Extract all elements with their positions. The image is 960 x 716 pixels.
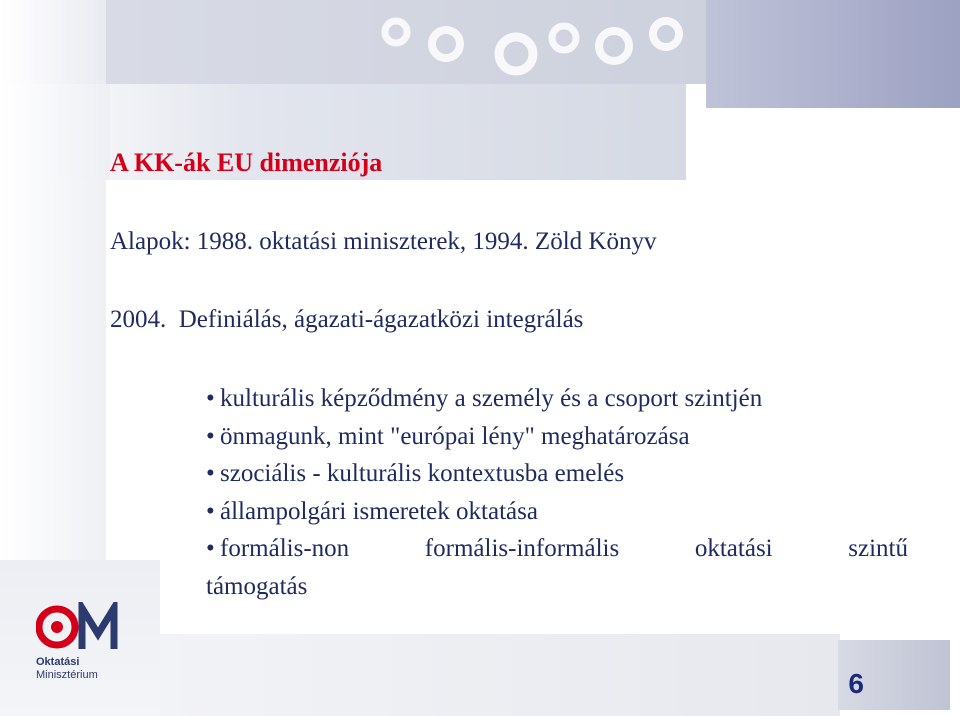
bullet-text: szociális - kulturális kontextusba emelés	[220, 460, 625, 487]
intro-line-2	[110, 306, 583, 334]
decor-band-top-right	[706, 0, 960, 108]
om-logo-mark	[36, 602, 126, 652]
page-number: 6	[848, 668, 864, 699]
bullet-item	[206, 380, 908, 418]
bullet-mark: •	[206, 497, 215, 525]
decor-band-bottom	[160, 634, 840, 716]
bullet-continuation: támogatás	[206, 572, 308, 600]
logo-line-1: Oktatási	[36, 656, 80, 668]
logo-line-2: Minisztérium	[36, 669, 98, 681]
bullet-item	[206, 455, 908, 493]
bullet-item	[206, 493, 908, 531]
page-number-box	[838, 640, 950, 710]
bullet-text: önmagunk, mint "európai lény" meghatározása	[220, 422, 690, 450]
decor-band-middle-left	[0, 84, 110, 180]
decor-band-top-left	[0, 0, 106, 84]
bullet-text: formális-non formális-informális oktatási szintű	[220, 535, 908, 562]
logo-text	[36, 656, 136, 682]
bullet-mark: •	[206, 535, 215, 562]
bullet-item	[206, 530, 908, 568]
bullet-text: kulturális képződmény a személy és a csoport szintjén	[220, 385, 763, 412]
bullet-mark: •	[206, 385, 215, 412]
bullet-mark: •	[206, 422, 215, 450]
decorative-circles	[370, 6, 700, 84]
bullet-text: állampolgári ismeretek oktatása	[220, 497, 538, 525]
bullet-mark: •	[206, 460, 215, 487]
decor-band-side	[0, 180, 106, 560]
slide-title: A KK-ák EU dimenziója	[110, 148, 383, 177]
ministry-logo	[36, 602, 136, 682]
bullet-list	[206, 380, 908, 605]
intro-line-1: Alapok: 1988. oktatási miniszterek, 1994. Zöld Könyv	[110, 228, 657, 255]
intro-line-2-text: 2004. Definiálás, ágazati-ágazatközi integrálás	[110, 306, 584, 333]
bullet-item	[206, 418, 908, 456]
